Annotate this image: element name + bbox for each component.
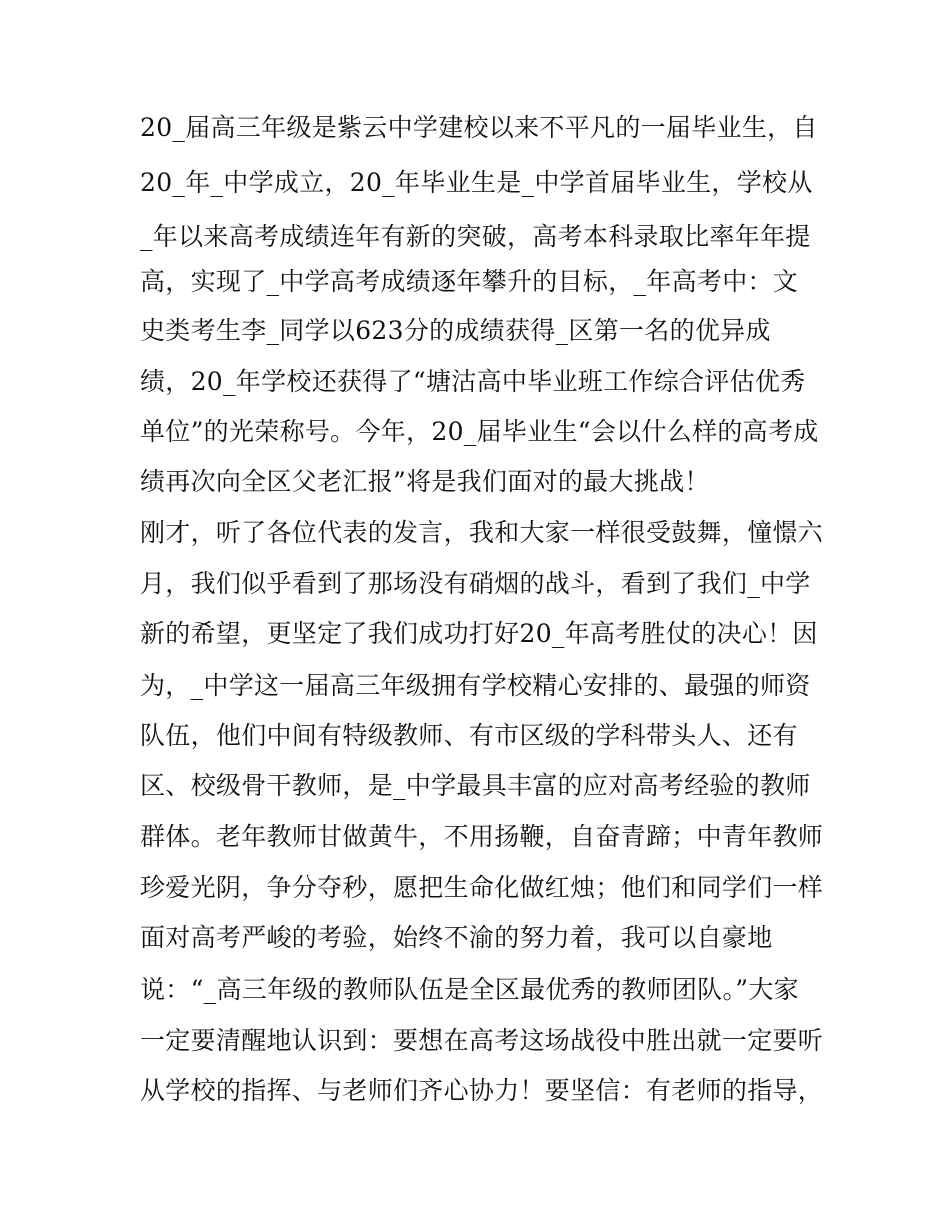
text-line: _年以来高考成绩连年有新的突破，高考本科录取比率年年提 <box>140 222 811 251</box>
text-line: 新的希望，更坚定了我们成功打好20_年高考胜仗的决心！因 <box>140 619 818 648</box>
text-line: 刚才，听了各位代表的发言，我和大家一样很受鼓舞，憧憬六 <box>140 518 824 547</box>
text-line: 绩，20_年学校还获得了“塘沽高中毕业班工作综合评估优秀 <box>140 367 806 396</box>
text-line: 一定要清醒地认识到：要想在高考这场战役中胜出就一定要听 <box>140 1026 824 1055</box>
text-line: 群体。老年教师甘做黄牛，不用扬鞭，自奋青蹄；中青年教师 <box>140 822 824 851</box>
text-line: 区、校级骨干教师，是_中学最具丰富的应对高考经验的教师 <box>140 771 811 800</box>
text-line: 高，实现了_中学高考成绩逐年攀升的目标，_年高考中：文 <box>140 267 799 296</box>
text-line: 珍爱光阴，争分夺秒，愿把生命化做红烛；他们和同学们一样 <box>140 873 824 902</box>
text-line: 说：“_高三年级的教师队伍是全区最优秀的教师团队。”大家 <box>140 975 799 1004</box>
text-line: 20_年_中学成立，20_年毕业生是_中学首届毕业生，学校从 <box>140 168 813 197</box>
text-line: 单位”的光荣称号。今年，20_届毕业生“会以什么样的高考成 <box>140 417 819 446</box>
text-line: 史类考生李_同学以623分的成绩获得_区第一名的优异成 <box>140 316 771 345</box>
text-line: 从学校的指挥、与老师们齐心协力！要坚信：有老师的指导， <box>140 1076 824 1105</box>
text-line: 绩再次向全区父老汇报”将是我们面对的最大挑战！ <box>140 467 710 496</box>
text-line: 为，_中学这一届高三年级拥有学校精心安排的、最强的师资 <box>140 671 811 700</box>
text-line: 20_届高三年级是紫云中学建校以来不平凡的一届毕业生，自 <box>140 113 818 142</box>
text-line: 月，我们似乎看到了那场没有硝烟的战斗，看到了我们_中学 <box>140 569 811 598</box>
text-line: 队伍，他们中间有特级教师、有市区级的学科带头人、还有 <box>140 721 798 750</box>
text-line: 面对高考严峻的考验，始终不渝的努力着，我可以自豪地 <box>140 923 773 952</box>
